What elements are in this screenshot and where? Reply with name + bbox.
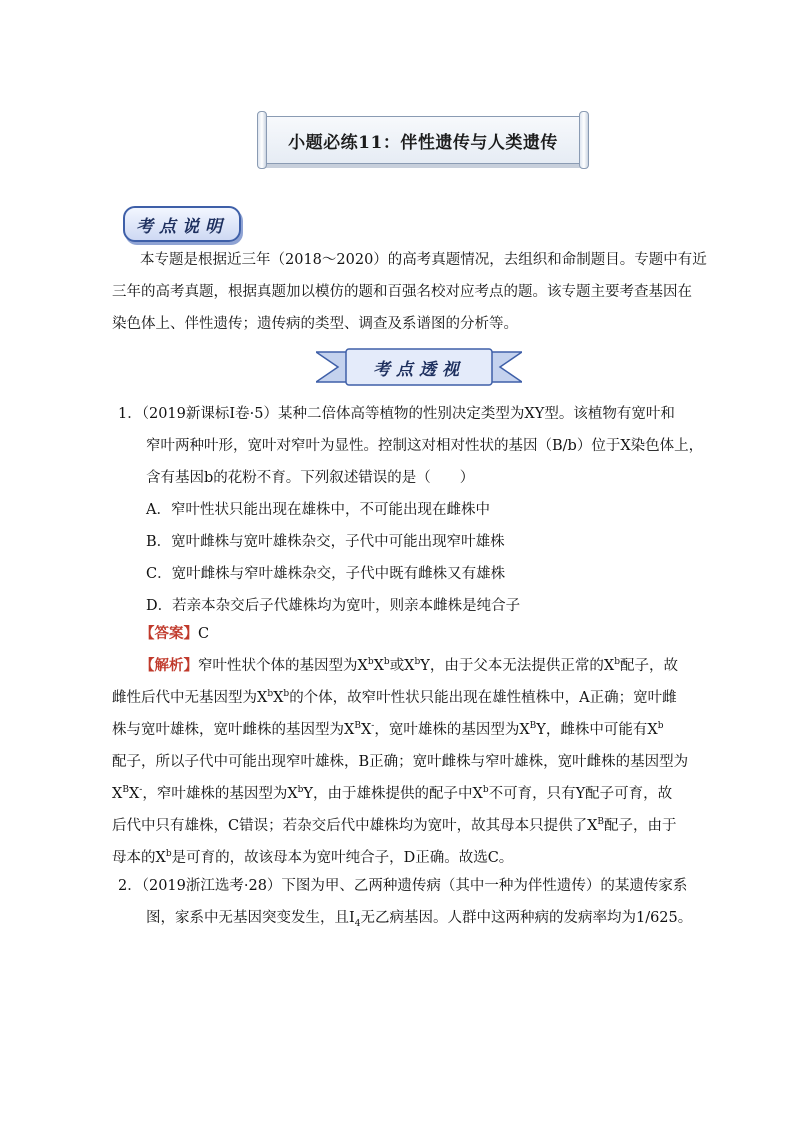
question-1 [118, 398, 688, 430]
intro-paragraph-cont [112, 276, 692, 340]
answer-tag: 【答案】 [140, 625, 198, 642]
analysis-block-cont [112, 682, 692, 874]
option-b: B．宽叶雌株与宽叶雄株杂交，子代中可能出现窄叶雄株 [146, 534, 505, 550]
question-1-stem-line: 含有基因b的花粉不育。下列叙述错误的是（ ） [146, 470, 475, 486]
analysis-line: $X^BX^-$，窄叶雄株的基因型为$X^bY$，由于雄株提供的配子中$X^b$不可育，只有Y配子可育，故 [112, 785, 673, 802]
question-2-stem-line: 图，家系中无基因突变发生，且$Ⅰ_4$无乙病基因。人群中这两种病的发病率均为1/625。 [146, 910, 693, 929]
question-2-stem: 2．（2019浙江选考·28）下图为甲、乙两种遗传病（其中一种为伴性遗传）的某遗传家系 [118, 878, 688, 894]
analysis-tag: 【解析】 [140, 657, 198, 674]
intro-line: 三年的高考真题，根据真题加以模仿的题和百强名校对应考点的题。该专题主要考查基因在 [112, 284, 692, 300]
analysis-line: 母本的$X^b$是可育的，故该母本为宽叶纯合子，D正确。故选C。 [112, 849, 514, 866]
analysis-line: 【解析】窄叶性状个体的基因型为$X^bX^b$或$X^bY$，由于父本无法提供正常的$X^b$配子，故 [140, 657, 678, 674]
option-c: C．宽叶雌株与窄叶雄株杂交，子代中既有雌株又有雄株 [146, 566, 506, 582]
answer-line [140, 618, 209, 650]
intro-paragraph [140, 244, 707, 276]
question-2 [118, 870, 688, 902]
question-2-stem-cont [146, 902, 696, 934]
section-badge-explanation [123, 206, 241, 242]
section-badge-label: 考点说明 [136, 216, 228, 237]
question-1-stem: 1．（2019新课标Ⅰ卷·5）某种二倍体高等植物的性别决定类型为XY型。该植物有宽叶和 [118, 406, 675, 422]
page-title: 小题必练11：伴性遗传与人类遗传 [288, 132, 558, 153]
analysis-block [140, 650, 690, 682]
analysis-line: 后代中只有雄株，C错误；若杂交后代中雄株均为宽叶，故其母本只提供了$X^B$配子，由于 [112, 817, 677, 834]
answer-value: C [198, 626, 210, 642]
section-ribbon-label: 考点透视 [373, 359, 465, 380]
analysis-line: 株与宽叶雄株，宽叶雌株的基因型为$X^BX^-$，宽叶雄株的基因型为$X^BY$，雌株中可能有$X^b$ [112, 721, 664, 738]
analysis-line: 雌性后代中无基因型为$X^bX^b$的个体，故窄叶性状只能出现在雄性植株中，A正确；宽叶雌 [112, 689, 677, 706]
question-1-stem-line: 窄叶两种叶形，宽叶对窄叶为显性。控制这对相对性状的基因（B/b）位于X染色体上， [146, 438, 704, 454]
intro-line: 染色体上、伴性遗传；遗传病的类型、调查及系谱图的分析等。 [112, 316, 518, 332]
title-banner [262, 116, 584, 164]
question-1-stem-cont [146, 430, 704, 622]
intro-line: 本专题是根据近三年（2018～2020）的高考真题情况，去组织和命制题目。专题中有近 [140, 252, 707, 268]
analysis-line: 配子，所以子代中可能出现窄叶雄株，B正确；宽叶雌株与窄叶雄株，宽叶雌株的基因型为 [112, 754, 689, 770]
option-a: A．窄叶性状只能出现在雄株中，不可能出现在雌株中 [146, 502, 490, 518]
section-ribbon-perspective [316, 348, 522, 386]
option-d: D．若亲本杂交后子代雄株均为宽叶，则亲本雌株是纯合子 [146, 598, 521, 614]
